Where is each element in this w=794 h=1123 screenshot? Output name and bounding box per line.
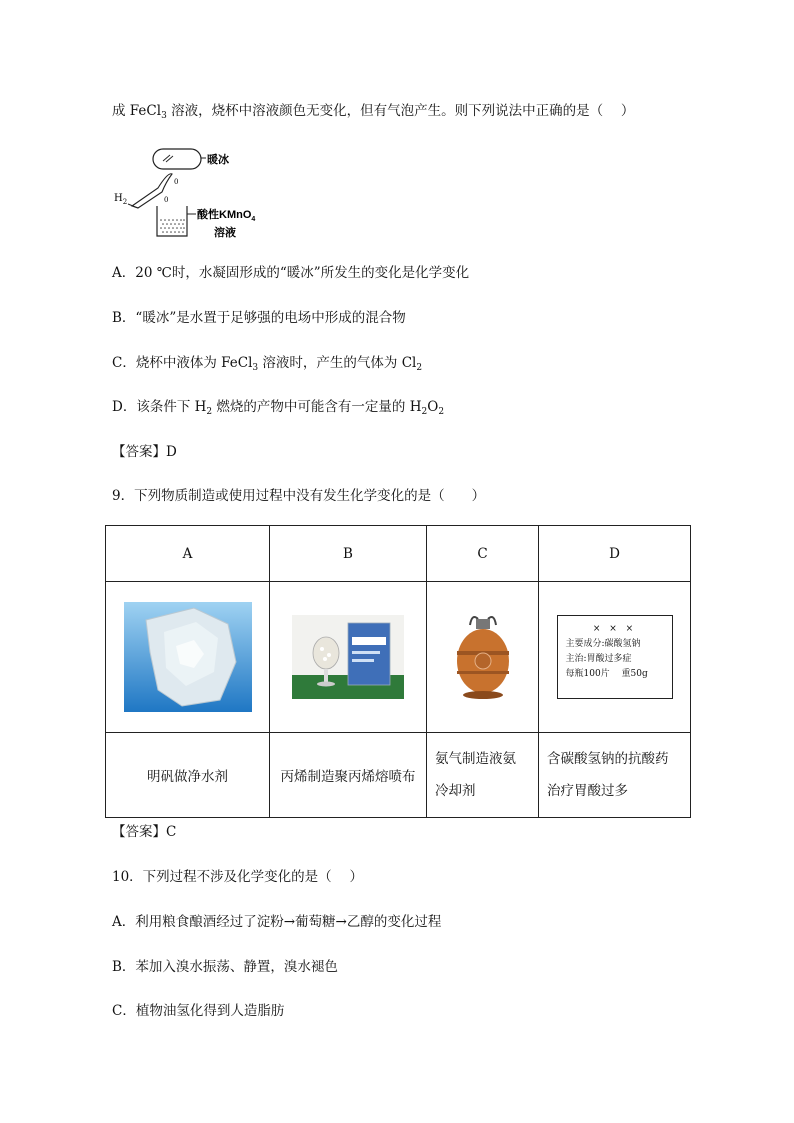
cell-image-d: [539, 582, 691, 733]
intro-suffix: 溶液，烧杯中溶液颜色无变化，但有气泡产生。则下列说法中正确的是（ ）: [166, 103, 635, 119]
q9-question: 9．下列物质制造或使用过程中没有发生化学变化的是（ ）: [112, 488, 486, 504]
q8-option-d: D．该条件下 $H_2$ 燃烧的产物中可能含有一定量的 $H_2O_2$: [112, 399, 445, 417]
apparatus-figure: [110, 144, 260, 242]
warm-ice-shape: [153, 149, 201, 169]
label-line-indication: 主治:胃酸过多症: [565, 654, 632, 664]
cell-image-c: [427, 582, 539, 733]
polypropylene-image: [292, 615, 404, 699]
label-line-dosage: 每瓶100片 重50g: [565, 669, 648, 679]
intro-text: [112, 101, 634, 121]
warm-ice-label: 暖冰: [207, 154, 229, 166]
q10-option-b: B．苯加入溴水振荡、静置，溴水褪色: [112, 959, 338, 975]
zero-label-2: 0: [164, 196, 169, 204]
q10-option-a: A．利用粮食酿酒经过了淀粉→葡萄糖→乙醇的变化过程: [112, 914, 442, 930]
solution-label-2: 溶液: [214, 227, 236, 239]
q9-answer: 【答案】C: [112, 824, 177, 840]
intro-formula: FeCl: [129, 103, 162, 119]
cell-image-a: [106, 582, 270, 733]
solution-label: 酸性KMnO$_4$: [197, 209, 256, 223]
q8-option-c: C．烧杯中液体为 FeCl$_3$ 溶液时，产生的气体为 $Cl_2$: [112, 355, 423, 373]
refrigerant-cylinder-image: [448, 611, 518, 703]
header-d: D: [539, 526, 691, 582]
alum-image: [124, 602, 252, 712]
intro-prefix: 成: [112, 103, 130, 119]
q8-option-a: A．20 ℃时，水凝固形成的“暖冰”所发生的变化是化学变化: [112, 265, 470, 281]
q8-answer: 【答案】D: [112, 444, 177, 460]
caption-d: 含碳酸氢钠的抗酸药 治疗胃酸过多: [539, 733, 691, 818]
q10-option-c: C．植物油氢化得到人造脂肪: [112, 1003, 285, 1019]
q9-options-table: [105, 525, 691, 818]
header-a: A: [106, 526, 270, 582]
cell-image-b: [270, 582, 427, 733]
header-c: C: [427, 526, 539, 582]
antacid-label-card: [557, 615, 673, 699]
q10-question: 10．下列过程不涉及化学变化的是（ ）: [112, 869, 363, 885]
label-marks: × × ×: [592, 624, 637, 634]
intro-formula-sub: 3: [161, 111, 167, 121]
label-line-ingredient: 主要成分:碳酸氢钠: [565, 639, 641, 649]
zero-label-1: 0: [174, 178, 179, 186]
caption-b: 丙烯制造聚丙烯熔喷布: [270, 733, 427, 818]
h2-label: $H_2$: [114, 193, 128, 206]
q8-option-b: B．“暖冰”是水置于足够强的电场中形成的混合物: [112, 310, 406, 326]
caption-a: 明矾做净水剂: [106, 733, 270, 818]
caption-c: 氨气制造液氨 冷却剂: [427, 733, 539, 818]
header-b: B: [270, 526, 427, 582]
